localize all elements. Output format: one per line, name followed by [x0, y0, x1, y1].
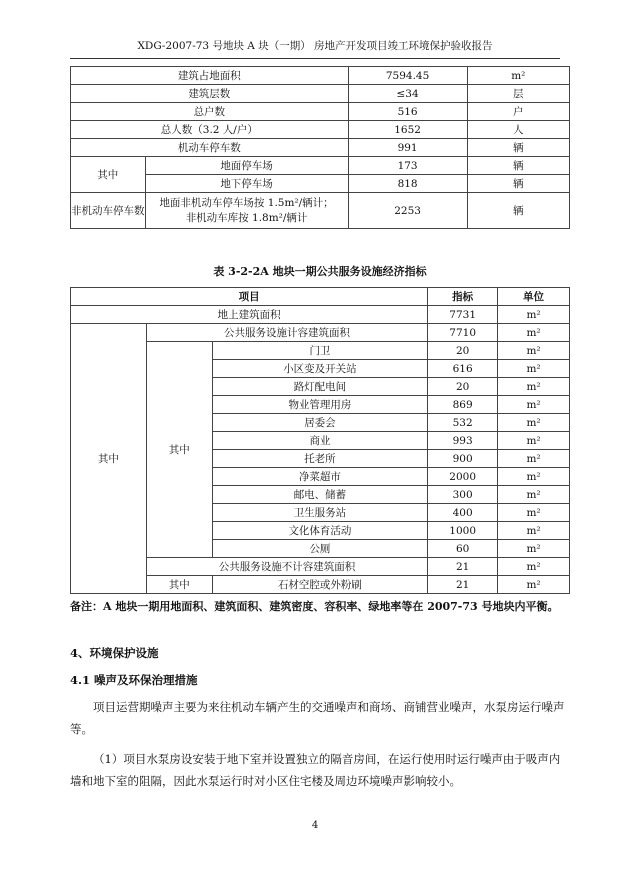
row-value: 2253: [348, 193, 467, 229]
row-label: 地上建筑面积: [71, 306, 428, 324]
row-unit: m²: [498, 360, 570, 378]
row-value: 400: [428, 504, 498, 522]
row-value: 2000: [428, 468, 498, 486]
public-facilities-table: [70, 287, 570, 594]
row-label: 非机动车停车数: [71, 193, 146, 229]
row-value: ≤34: [348, 85, 467, 103]
row-value: 991: [348, 139, 467, 157]
row-label: 建筑层数: [71, 85, 349, 103]
row-unit: m²: [498, 486, 570, 504]
table-row: [71, 576, 570, 594]
row-label: 商业: [212, 432, 428, 450]
header-unit: 单位: [498, 288, 570, 306]
table-row: [71, 175, 570, 193]
table-caption: 表 3-2-2A 地块一期公共服务设施经济指标: [213, 265, 427, 278]
bike-desc: [145, 193, 348, 229]
outer-group-label: 其中: [71, 324, 147, 594]
row-unit: m²: [498, 576, 570, 594]
row-value: 20: [428, 342, 498, 360]
table-note: 备注：A 地块一期用地面积、建筑面积、建筑密度、容积率、绿地率等在 2007-73 号地块内平衡。: [70, 600, 559, 613]
table-row: [71, 306, 570, 324]
group-label: 其中: [71, 157, 146, 193]
table-row: [71, 121, 570, 139]
subsection-heading: 4.1 噪声及环保治理措施: [70, 673, 198, 687]
row-label: 卫生服务站: [212, 504, 428, 522]
row-label: 地下停车场: [145, 175, 348, 193]
group-label: 其中: [146, 576, 212, 594]
table-row: [71, 157, 570, 175]
row-value: 21: [428, 558, 498, 576]
bike-desc-line2: 非机动车库按 1.8m²/辆计: [185, 211, 308, 224]
row-unit: m²: [498, 306, 570, 324]
row-unit: m²: [498, 504, 570, 522]
row-value: 20: [428, 378, 498, 396]
row-label: 托老所: [212, 450, 428, 468]
row-label: 地面停车场: [145, 157, 348, 175]
page-header: XDG-2007-73 号地块 A 块（一期） 房地产开发项目竣工环境保护验收报告: [70, 38, 560, 59]
table-row: [71, 139, 570, 157]
row-unit: m²: [467, 67, 569, 85]
row-value: 7594.45: [348, 67, 467, 85]
row-value: 7710: [428, 324, 498, 342]
header-item: 项目: [71, 288, 428, 306]
row-value: 300: [428, 486, 498, 504]
row-value: 60: [428, 540, 498, 558]
row-unit: 人: [467, 121, 569, 139]
row-label: 邮电、储蓄: [212, 486, 428, 504]
row-label: 总人数（3.2 人/户）: [71, 121, 349, 139]
row-unit: 户: [467, 103, 569, 121]
row-unit: m²: [498, 378, 570, 396]
row-value: 532: [428, 414, 498, 432]
row-label: 净菜超市: [212, 468, 428, 486]
row-unit: m²: [498, 450, 570, 468]
row-label: 小区变及开关站: [212, 360, 428, 378]
row-value: 818: [348, 175, 467, 193]
paragraph: 项目运营期噪声主要为来往机动车辆产生的交通噪声和商场、商铺营业噪声，水泵房运行噪声等。: [70, 700, 565, 736]
row-unit: 辆: [467, 175, 569, 193]
header-value: 指标: [428, 288, 498, 306]
row-label: 机动车停车数: [71, 139, 349, 157]
building-stats-table: [70, 66, 570, 229]
row-label: 公厕: [212, 540, 428, 558]
section-heading: 4、环境保护设施: [70, 646, 159, 660]
row-value: 993: [428, 432, 498, 450]
row-unit: m²: [498, 414, 570, 432]
row-label: 物业管理用房: [212, 396, 428, 414]
row-unit: m²: [498, 396, 570, 414]
row-label: 居委会: [212, 414, 428, 432]
row-unit: m²: [498, 342, 570, 360]
row-label: 总户数: [71, 103, 349, 121]
row-label: 公共服务设施不计容建筑面积: [146, 558, 427, 576]
row-value: 173: [348, 157, 467, 175]
row-unit: 辆: [467, 157, 569, 175]
row-value: 516: [348, 103, 467, 121]
paragraph: （1）项目水泵房设安装于地下室并设置独立的隔音房间，在运行使用时运行噪声由于吸声内墙和地下室的阻隔，因此水泵运行时对小区住宅楼及周边环境噪声影响较小。: [70, 752, 561, 788]
table-header-row: [71, 288, 570, 306]
row-value: 1000: [428, 522, 498, 540]
row-label: 公共服务设施计容建筑面积: [146, 324, 427, 342]
row-value: 1652: [348, 121, 467, 139]
row-unit: m²: [498, 540, 570, 558]
table-row: [71, 324, 570, 342]
row-label: 文化体育活动: [212, 522, 428, 540]
inner-group-label: 其中: [146, 342, 212, 558]
row-label: 建筑占地面积: [71, 67, 349, 85]
row-unit: m²: [498, 522, 570, 540]
row-unit: 层: [467, 85, 569, 103]
row-unit: m²: [498, 468, 570, 486]
row-unit: 辆: [467, 193, 569, 229]
table-row: [71, 193, 570, 229]
row-unit: m²: [498, 324, 570, 342]
table-row: [71, 558, 570, 576]
row-value: 7731: [428, 306, 498, 324]
row-unit: m²: [498, 432, 570, 450]
table-row: [71, 67, 570, 85]
row-value: 21: [428, 576, 498, 594]
row-label: 石材空腔或外粉刷: [212, 576, 428, 594]
row-unit: 辆: [467, 139, 569, 157]
row-value: 869: [428, 396, 498, 414]
page-number: 4: [311, 820, 319, 831]
table-row: [71, 342, 570, 360]
row-label: 路灯配电间: [212, 378, 428, 396]
table-row: [71, 85, 570, 103]
row-unit: m²: [498, 558, 570, 576]
bike-desc-line1: 地面非机动车停车场按 1.5m²/辆计；: [159, 196, 334, 209]
row-value: 900: [428, 450, 498, 468]
row-label: 门卫: [212, 342, 428, 360]
table-row: [71, 103, 570, 121]
row-value: 616: [428, 360, 498, 378]
